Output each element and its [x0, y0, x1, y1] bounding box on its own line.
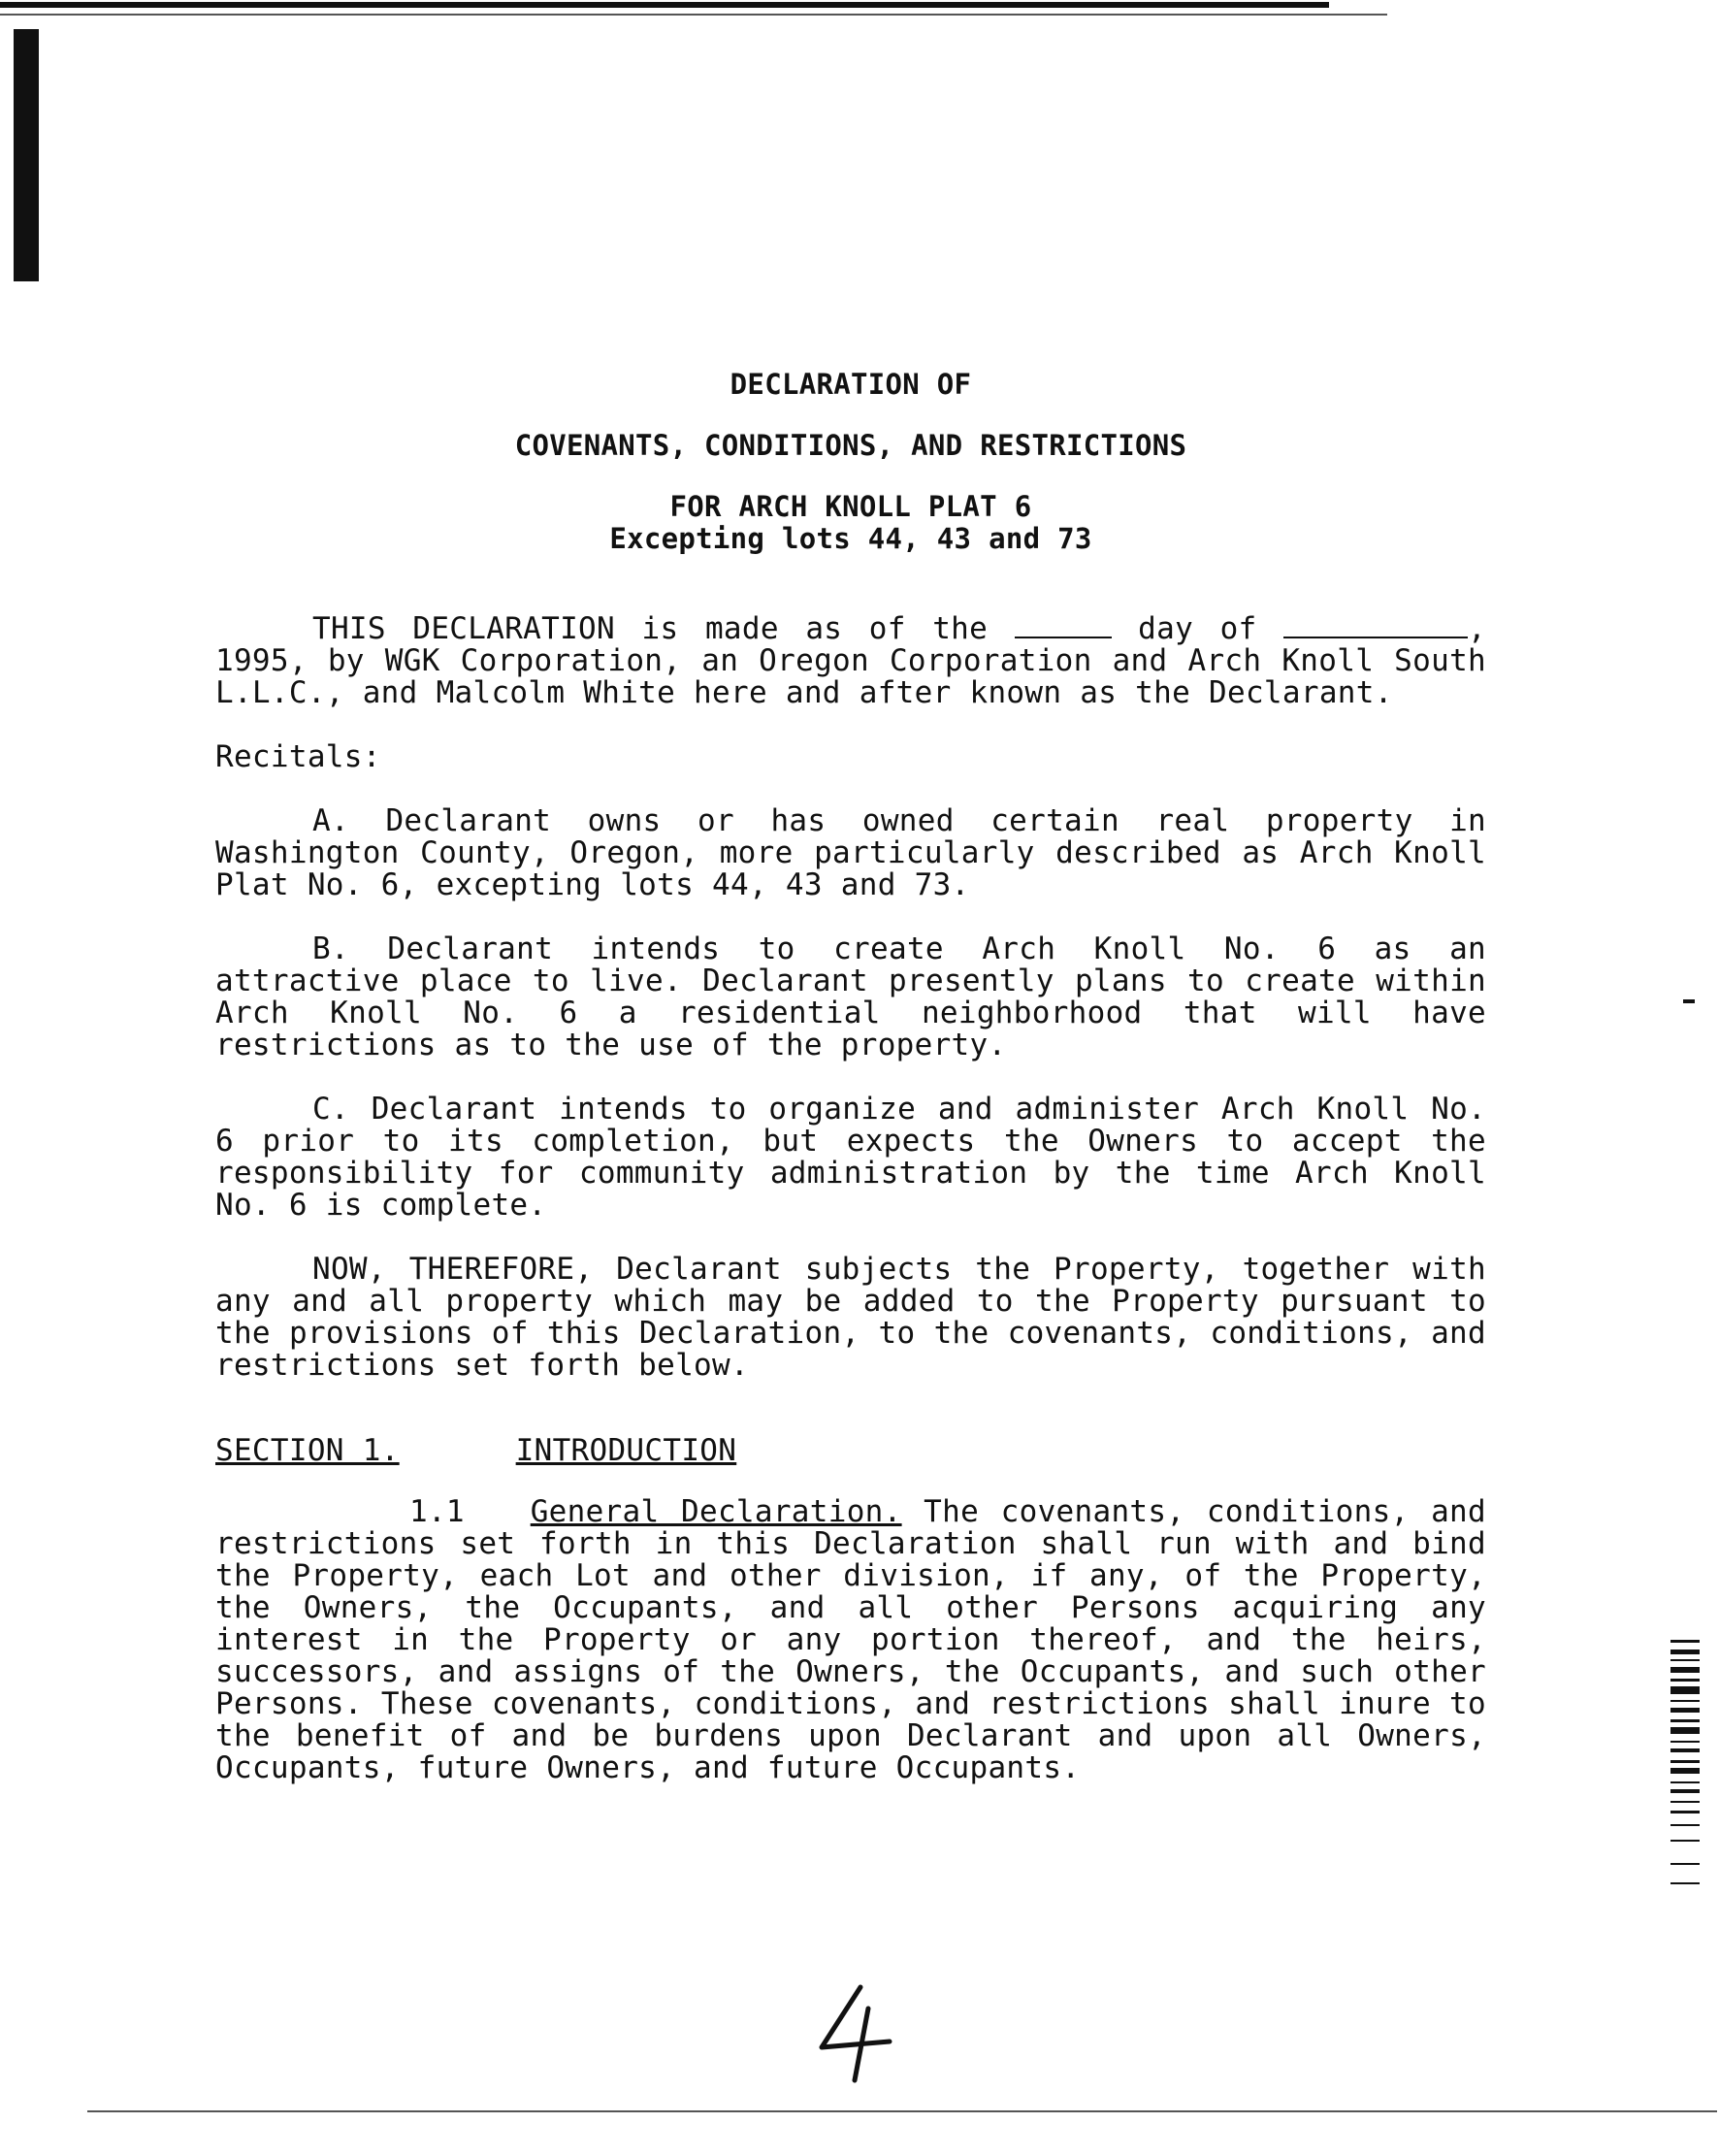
document-body: [215, 369, 1486, 1816]
day-blank: [1015, 611, 1112, 638]
intro-text-3: ,: [1468, 611, 1487, 646]
recitals-label: Recitals:: [215, 739, 381, 774]
section-label: SECTION 1.: [215, 1433, 400, 1468]
recital-b: B. Declarant intends to create Arch Knoll No. 6 as an attractive place to live. Declarant presently plans to create within Arch Knoll No. 6 a residential neighborhood that will have restrictions as to the use of the property.: [215, 931, 1486, 1062]
top-rule: [0, 2, 1329, 8]
recital-a: A. Declarant owns or has owned certain real property in Washington County, Oregon, more particularly described as Arch Knoll Plat No. 6, excepting lots 44, 43 and 73.: [215, 803, 1486, 902]
title-line-3: FOR ARCH KNOLL PLAT 6: [669, 490, 1032, 523]
title-line-1: DECLARATION OF: [730, 368, 972, 401]
section-title: INTRODUCTION: [515, 1433, 737, 1468]
top-rule-thin: [0, 14, 1387, 16]
intro-text-2: day of: [1138, 611, 1257, 646]
intro-text-1: THIS DECLARATION is made as of the: [312, 611, 989, 646]
recital-c: C. Declarant intends to organize and administer Arch Knoll No. 6 prior to its completion, but expects the Owners to accept the responsibility for community administration by the time Arch Knoll No. 6 is complete.: [215, 1092, 1486, 1223]
barcode-icon: [1667, 1640, 1705, 1892]
month-blank: [1283, 611, 1468, 638]
section-1-1-text: The covenants, conditions, and restrictions set forth in this Declaration shall run with and bind the Property, each Lot and other division, if any, of the Property, the Owners, the Occupants, and all other Persons acquiring any interest in the Property or any portion thereof, and the heirs, successors, and assigns of the Owners, the Occupants, and such other Persons. These covenants, conditions, and restrictions shall inure to the benefit of and be burdens upon Declarant and upon all Owners, Occupants, future Owners, and future Occupants.: [215, 1494, 1486, 1785]
intro-text-4: 1995, by WGK Corporation, an Oregon Corporation and Arch Knoll South L.L.C., and Malcolm White here and after known as the Declarant.: [215, 643, 1486, 710]
section-1-1: [215, 1496, 1486, 1784]
right-tick: [1683, 999, 1695, 1003]
intro-paragraph: [215, 611, 1486, 709]
bottom-rule: [87, 2110, 1717, 2112]
section-1-1-number: 1.1: [409, 1494, 465, 1529]
now-therefore-paragraph: NOW, THEREFORE, Declarant subjects the Property, together with any and all property which may be added to the Property pursuant to the provisions of this Declaration, to the covenants, conditions, and restrictions set forth below.: [215, 1252, 1486, 1383]
section-heading: [215, 1435, 1486, 1467]
handwritten-page-number: [810, 1979, 907, 2086]
section-1-1-heading: General Declaration.: [530, 1494, 902, 1529]
title-line-2: COVENANTS, CONDITIONS, AND RESTRICTIONS: [514, 429, 1187, 462]
title-line-4: Excepting lots 44, 43 and 73: [609, 522, 1092, 555]
left-edge-mark: [14, 29, 39, 281]
